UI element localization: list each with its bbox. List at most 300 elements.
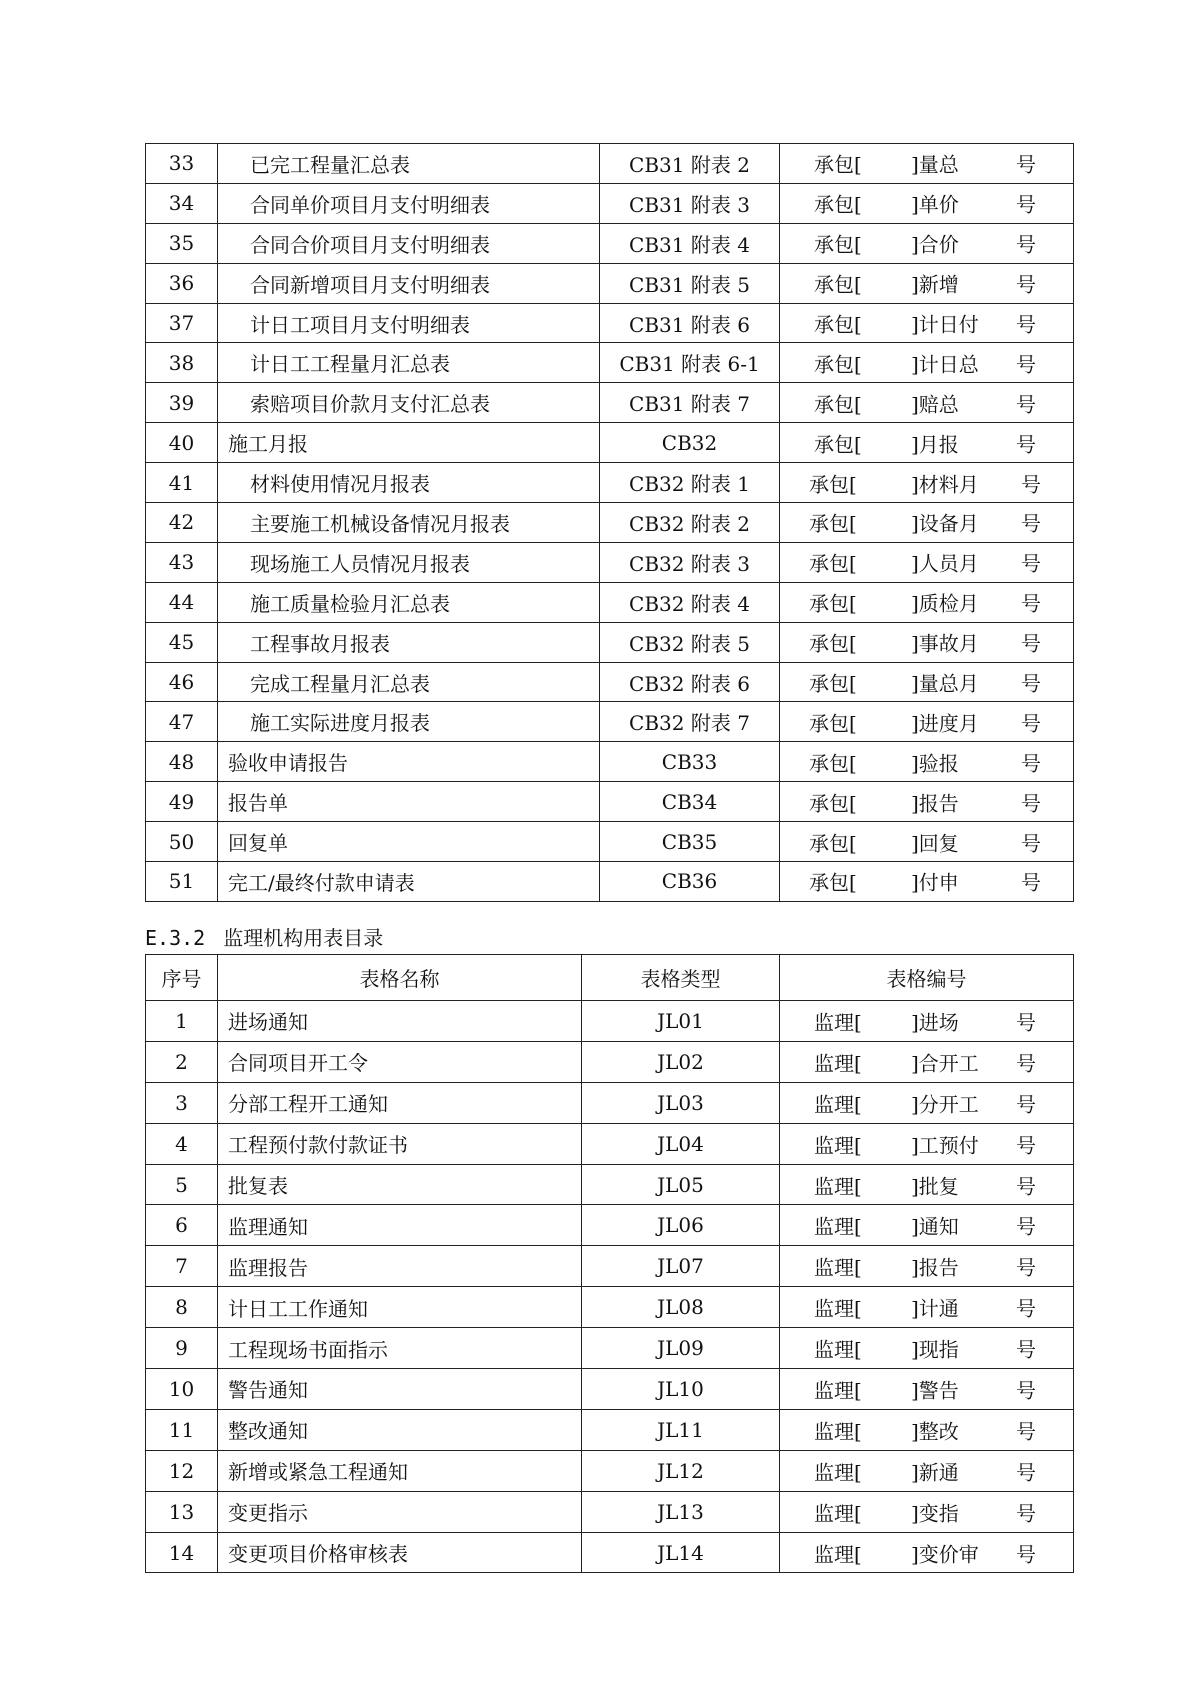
form-code-prefix: 承包[: [809, 831, 857, 856]
table-row: [146, 542, 1074, 582]
form-code-suffix: ]变价审: [911, 1542, 979, 1567]
table-row: [146, 1082, 1074, 1123]
form-name: 工程现场书面指示: [218, 1328, 582, 1369]
form-code-number-mark: 号: [1021, 791, 1041, 816]
form-code-suffix: ]付申: [911, 870, 959, 895]
table-row: [146, 144, 1074, 184]
form-code-suffix: ]通知: [911, 1214, 959, 1239]
form-code-suffix: ]质检月: [911, 591, 979, 616]
form-code-prefix: 承包[: [814, 272, 862, 297]
form-type: CB31 附表 7: [600, 383, 780, 423]
form-type: CB31 附表 6-1: [600, 343, 780, 383]
form-code: [780, 144, 1074, 184]
form-type: JL01: [582, 1001, 780, 1042]
form-code-wrap: [780, 463, 1073, 502]
form-code-suffix: ]量总月: [911, 671, 979, 696]
form-code-suffix: ]合价: [911, 232, 959, 257]
form-code: [780, 383, 1074, 423]
form-code-wrap: [780, 343, 1073, 382]
form-type: JL04: [582, 1123, 780, 1164]
row-index: 49: [146, 782, 218, 822]
form-code-prefix: 承包[: [809, 551, 857, 576]
form-type: CB31 附表 6: [600, 303, 780, 343]
row-index: 4: [146, 1123, 218, 1164]
form-code: [780, 742, 1074, 782]
form-code: [780, 183, 1074, 223]
form-code-suffix: ]计日总: [911, 352, 979, 377]
form-type: CB36: [600, 862, 780, 902]
form-code-wrap: [780, 503, 1073, 542]
row-index: 48: [146, 742, 218, 782]
form-code-prefix: 承包[: [814, 152, 862, 177]
form-type: JL06: [582, 1205, 780, 1246]
table-row: [146, 463, 1074, 503]
form-code-wrap: [780, 782, 1073, 821]
form-type: JL08: [582, 1287, 780, 1328]
form-code-prefix: 承包[: [809, 791, 857, 816]
row-index: 3: [146, 1082, 218, 1123]
header-row: [146, 955, 1074, 1001]
form-code-prefix: 监理[: [814, 1051, 862, 1076]
form-name: 批复表: [218, 1164, 582, 1205]
row-index: 51: [146, 862, 218, 902]
form-type: JL03: [582, 1082, 780, 1123]
form-code-number-mark: 号: [1016, 1133, 1036, 1158]
form-code-wrap: [780, 862, 1073, 901]
form-name: 材料使用情况月报表: [218, 463, 600, 503]
form-code: [780, 1369, 1074, 1410]
table-row: [146, 1409, 1074, 1450]
row-index: 37: [146, 303, 218, 343]
form-type: JL10: [582, 1369, 780, 1410]
table-row: [146, 822, 1074, 862]
form-code-prefix: 监理[: [814, 1174, 862, 1198]
row-index: 34: [146, 183, 218, 223]
form-code-number-mark: 号: [1016, 312, 1036, 337]
form-code-number-mark: 号: [1016, 1174, 1036, 1198]
form-code: [780, 463, 1074, 503]
row-index: 46: [146, 662, 218, 702]
form-code-suffix: ]进场: [911, 1010, 959, 1035]
form-code: [780, 1123, 1074, 1164]
form-code: [780, 1328, 1074, 1369]
form-code-prefix: 承包[: [814, 432, 862, 457]
table-row: [146, 1450, 1074, 1491]
form-code-prefix: 监理[: [814, 1296, 862, 1321]
form-code-wrap: [780, 184, 1073, 223]
form-code: [780, 662, 1074, 702]
form-code-suffix: ]设备月: [911, 511, 979, 536]
form-code: [780, 1450, 1074, 1491]
contractor-forms-table: [145, 143, 1074, 902]
form-type: CB32 附表 3: [600, 542, 780, 582]
form-code-wrap: [780, 1042, 1073, 1082]
supervision-forms-table-body: [146, 1001, 1074, 1573]
form-code-suffix: ]整改: [911, 1419, 959, 1444]
form-code: [780, 1532, 1074, 1573]
form-code: [780, 1287, 1074, 1328]
form-code-wrap: [780, 822, 1073, 861]
form-type: CB31 附表 3: [600, 183, 780, 223]
row-index: 8: [146, 1287, 218, 1328]
form-name: 新增或紧急工程通知: [218, 1450, 582, 1491]
form-type: JL07: [582, 1246, 780, 1287]
form-name: 合同项目开工令: [218, 1041, 582, 1082]
form-code-suffix: ]报告: [911, 791, 959, 816]
form-code-wrap: [780, 543, 1073, 582]
form-code-suffix: ]月报: [911, 432, 959, 457]
form-name: 主要施工机械设备情况月报表: [218, 503, 600, 543]
form-name: 索赔项目价款月支付汇总表: [218, 383, 600, 423]
table-row: [146, 1001, 1074, 1042]
form-code-wrap: [780, 742, 1073, 781]
form-code: [780, 343, 1074, 383]
form-code-suffix: ]人员月: [911, 551, 979, 576]
form-name: 合同新增项目月支付明细表: [218, 263, 600, 303]
contractor-forms-table-body: [146, 144, 1074, 902]
form-code-wrap: [780, 1165, 1073, 1205]
form-name: 回复单: [218, 822, 600, 862]
table-row: [146, 423, 1074, 463]
form-name: 分部工程开工通知: [218, 1082, 582, 1123]
form-code-number-mark: 号: [1021, 711, 1041, 736]
form-name: 工程预付款付款证书: [218, 1123, 582, 1164]
row-index: 36: [146, 263, 218, 303]
form-code-wrap: [780, 224, 1073, 263]
table-row: [146, 1369, 1074, 1410]
header-form-name: 表格名称: [218, 955, 582, 1001]
form-code: [780, 862, 1074, 902]
form-code: [780, 702, 1074, 742]
form-name: 变更指示: [218, 1491, 582, 1532]
form-code-prefix: 监理[: [814, 1419, 862, 1444]
form-code-number-mark: 号: [1021, 831, 1041, 856]
form-code-wrap: [780, 1410, 1073, 1450]
form-code: [780, 582, 1074, 622]
table-row: [146, 582, 1074, 622]
form-code-number-mark: 号: [1016, 192, 1036, 217]
form-type: CB32 附表 6: [600, 662, 780, 702]
form-code-number-mark: 号: [1021, 631, 1041, 656]
form-code-number-mark: 号: [1016, 232, 1036, 257]
form-code-prefix: 承包[: [809, 870, 857, 895]
form-code-wrap: [780, 423, 1073, 462]
row-index: 2: [146, 1041, 218, 1082]
form-code-suffix: ]验报: [911, 751, 959, 776]
row-index: 42: [146, 503, 218, 543]
form-code: [780, 1164, 1074, 1205]
form-code: [780, 303, 1074, 343]
form-code-wrap: [780, 1001, 1073, 1041]
header-index: 序号: [146, 955, 218, 1001]
form-name: 计日工项目月支付明细表: [218, 303, 600, 343]
header-form-code: 表格编号: [780, 955, 1074, 1001]
form-code-suffix: ]回复: [911, 831, 959, 856]
form-code-prefix: 承包[: [809, 472, 857, 497]
table-row: [146, 1123, 1074, 1164]
form-code-suffix: ]报告: [911, 1255, 959, 1280]
form-type: CB32: [600, 423, 780, 463]
form-name: 变更项目价格审核表: [218, 1532, 582, 1573]
table-row: [146, 742, 1074, 782]
row-index: 41: [146, 463, 218, 503]
form-code-suffix: ]变指: [911, 1501, 959, 1526]
form-code: [780, 822, 1074, 862]
row-index: 33: [146, 144, 218, 184]
form-code: [780, 1491, 1074, 1532]
form-name: 已完工程量汇总表: [218, 144, 600, 184]
form-code-wrap: [780, 1369, 1073, 1409]
form-code-wrap: [780, 144, 1073, 183]
form-name: 进场通知: [218, 1001, 582, 1042]
row-index: 43: [146, 542, 218, 582]
form-code-suffix: ]新通: [911, 1460, 959, 1485]
form-code-prefix: 承包[: [814, 192, 862, 217]
form-code-prefix: 监理[: [814, 1092, 862, 1117]
form-name: 计日工工程量月汇总表: [218, 343, 600, 383]
header-form-type: 表格类型: [582, 955, 780, 1001]
row-index: 47: [146, 702, 218, 742]
form-code-wrap: [780, 1328, 1073, 1368]
form-code-number-mark: 号: [1016, 1501, 1036, 1526]
form-code-suffix: ]赔总: [911, 392, 959, 417]
form-code-prefix: 承包[: [809, 591, 857, 616]
form-code-prefix: 监理[: [814, 1337, 862, 1362]
form-type: CB35: [600, 822, 780, 862]
form-code: [780, 1246, 1074, 1287]
table-row: [146, 303, 1074, 343]
table-row: [146, 503, 1074, 543]
form-name: 合同合价项目月支付明细表: [218, 223, 600, 263]
form-code-number-mark: 号: [1016, 432, 1036, 457]
form-code-prefix: 监理[: [814, 1255, 862, 1280]
form-code-number-mark: 号: [1016, 152, 1036, 177]
table-row: [146, 1164, 1074, 1205]
form-code-prefix: 监理[: [814, 1133, 862, 1158]
form-code-number-mark: 号: [1021, 870, 1041, 895]
form-type: CB34: [600, 782, 780, 822]
table-row: [146, 1328, 1074, 1369]
form-code-prefix: 承包[: [809, 711, 857, 736]
form-code-wrap: [780, 623, 1073, 662]
form-type: CB32 附表 5: [600, 622, 780, 662]
form-code-number-mark: 号: [1021, 751, 1041, 776]
row-index: 45: [146, 622, 218, 662]
form-code-prefix: 承包[: [809, 511, 857, 536]
form-type: JL13: [582, 1491, 780, 1532]
table-row: [146, 263, 1074, 303]
form-code-number-mark: 号: [1016, 1378, 1036, 1403]
form-code-suffix: ]计日付: [911, 312, 979, 337]
form-code: [780, 1409, 1074, 1450]
form-code: [780, 782, 1074, 822]
row-index: 6: [146, 1205, 218, 1246]
form-type: JL09: [582, 1328, 780, 1369]
row-index: 38: [146, 343, 218, 383]
form-code-wrap: [780, 702, 1073, 741]
form-code-number-mark: 号: [1021, 671, 1041, 696]
row-index: 35: [146, 223, 218, 263]
form-code-number-mark: 号: [1016, 1051, 1036, 1076]
form-type: CB31 附表 4: [600, 223, 780, 263]
table-row: [146, 1246, 1074, 1287]
form-code-wrap: [780, 1124, 1073, 1164]
table-row: [146, 223, 1074, 263]
form-type: CB32 附表 4: [600, 582, 780, 622]
section-number: E.3.2: [145, 926, 206, 950]
form-code-prefix: 承包[: [814, 352, 862, 377]
form-code-wrap: [780, 1451, 1073, 1491]
row-index: 1: [146, 1001, 218, 1042]
form-code-suffix: ]事故月: [911, 631, 979, 656]
form-code-wrap: [780, 1492, 1073, 1532]
form-code-number-mark: 号: [1016, 1214, 1036, 1239]
form-code: [780, 1205, 1074, 1246]
form-type: CB31 附表 2: [600, 144, 780, 184]
table-row: [146, 862, 1074, 902]
form-code-suffix: ]分开工: [911, 1092, 979, 1117]
form-code-suffix: ]批复: [911, 1174, 959, 1198]
form-code: [780, 1082, 1074, 1123]
form-code-number-mark: 号: [1016, 392, 1036, 417]
table-row: [146, 343, 1074, 383]
form-type: CB32 附表 7: [600, 702, 780, 742]
form-code-number-mark: 号: [1016, 1255, 1036, 1280]
table-row: [146, 1532, 1074, 1573]
form-type: JL05: [582, 1164, 780, 1205]
form-code-prefix: 监理[: [814, 1214, 862, 1239]
section-heading: [145, 922, 383, 951]
table-row: [146, 662, 1074, 702]
form-type: CB33: [600, 742, 780, 782]
form-type: CB31 附表 5: [600, 263, 780, 303]
form-code-prefix: 监理[: [814, 1460, 862, 1485]
form-code-number-mark: 号: [1016, 1092, 1036, 1117]
table-row: [146, 622, 1074, 662]
form-code: [780, 223, 1074, 263]
form-code-prefix: 承包[: [809, 671, 857, 696]
form-type: CB32 附表 1: [600, 463, 780, 503]
table-row: [146, 702, 1074, 742]
form-name: 报告单: [218, 782, 600, 822]
form-name: 验收申请报告: [218, 742, 600, 782]
form-name: 警告通知: [218, 1369, 582, 1410]
form-code-number-mark: 号: [1016, 1296, 1036, 1321]
table-row: [146, 183, 1074, 223]
row-index: 7: [146, 1246, 218, 1287]
form-code-suffix: ]警告: [911, 1378, 959, 1403]
form-code: [780, 622, 1074, 662]
form-code-suffix: ]新增: [911, 272, 959, 297]
form-name: 整改通知: [218, 1409, 582, 1450]
form-code-prefix: 承包[: [814, 232, 862, 257]
table-row: [146, 1287, 1074, 1328]
form-code-prefix: 监理[: [814, 1542, 862, 1567]
table-row: [146, 383, 1074, 423]
form-name: 完工/最终付款申请表: [218, 862, 600, 902]
form-code-number-mark: 号: [1016, 1010, 1036, 1035]
form-code-number-mark: 号: [1016, 1419, 1036, 1444]
form-code: [780, 1001, 1074, 1042]
form-code-prefix: 承包[: [809, 751, 857, 776]
table-row: [146, 1491, 1074, 1532]
form-type: JL12: [582, 1450, 780, 1491]
form-code-wrap: [780, 1533, 1073, 1573]
form-code-suffix: ]进度月: [911, 711, 979, 736]
row-index: 50: [146, 822, 218, 862]
form-code-wrap: [780, 264, 1073, 303]
form-code-wrap: [780, 383, 1073, 422]
form-code-prefix: 承包[: [814, 312, 862, 337]
row-index: 39: [146, 383, 218, 423]
row-index: 14: [146, 1532, 218, 1573]
form-name: 监理报告: [218, 1246, 582, 1287]
table-row: [146, 1205, 1074, 1246]
form-code: [780, 503, 1074, 543]
form-code-prefix: 承包[: [809, 631, 857, 656]
form-name: 工程事故月报表: [218, 622, 600, 662]
form-name: 监理通知: [218, 1205, 582, 1246]
form-code-suffix: ]单价: [911, 192, 959, 217]
form-code: [780, 542, 1074, 582]
form-code-suffix: ]合开工: [911, 1051, 979, 1076]
form-code-number-mark: 号: [1021, 511, 1041, 536]
form-code-wrap: [780, 1083, 1073, 1123]
form-code-suffix: ]量总: [911, 152, 959, 177]
supervision-forms-table: [145, 954, 1074, 1573]
form-code-number-mark: 号: [1016, 1460, 1036, 1485]
row-index: 5: [146, 1164, 218, 1205]
form-code-wrap: [780, 1287, 1073, 1327]
form-name: 施工月报: [218, 423, 600, 463]
form-name: 现场施工人员情况月报表: [218, 542, 600, 582]
form-type: JL02: [582, 1041, 780, 1082]
form-code-wrap: [780, 1205, 1073, 1245]
form-code-number-mark: 号: [1016, 352, 1036, 377]
form-code-number-mark: 号: [1021, 551, 1041, 576]
form-name: 计日工工作通知: [218, 1287, 582, 1328]
form-code-prefix: 监理[: [814, 1378, 862, 1403]
form-name: 施工质量检验月汇总表: [218, 582, 600, 622]
row-index: 44: [146, 582, 218, 622]
form-code-number-mark: 号: [1016, 1542, 1036, 1567]
form-code-wrap: [780, 663, 1073, 702]
form-type: CB32 附表 2: [600, 503, 780, 543]
form-code-wrap: [780, 1246, 1073, 1286]
form-code-wrap: [780, 304, 1073, 343]
form-code-suffix: ]工预付: [911, 1133, 979, 1158]
row-index: 40: [146, 423, 218, 463]
form-name: 合同单价项目月支付明细表: [218, 183, 600, 223]
form-code: [780, 423, 1074, 463]
form-code-prefix: 监理[: [814, 1010, 862, 1035]
section-title: 监理机构用表目录: [223, 926, 384, 950]
form-code-wrap: [780, 583, 1073, 622]
row-index: 12: [146, 1450, 218, 1491]
form-code: [780, 263, 1074, 303]
table-row: [146, 1041, 1074, 1082]
form-code-number-mark: 号: [1021, 472, 1041, 497]
row-index: 9: [146, 1328, 218, 1369]
form-code-prefix: 承包[: [814, 392, 862, 417]
row-index: 10: [146, 1369, 218, 1410]
form-code-number-mark: 号: [1021, 591, 1041, 616]
table-header: [146, 955, 1074, 1001]
form-code: [780, 1041, 1074, 1082]
form-type: JL11: [582, 1409, 780, 1450]
form-name: 完成工程量月汇总表: [218, 662, 600, 702]
form-code-suffix: ]材料月: [911, 472, 979, 497]
